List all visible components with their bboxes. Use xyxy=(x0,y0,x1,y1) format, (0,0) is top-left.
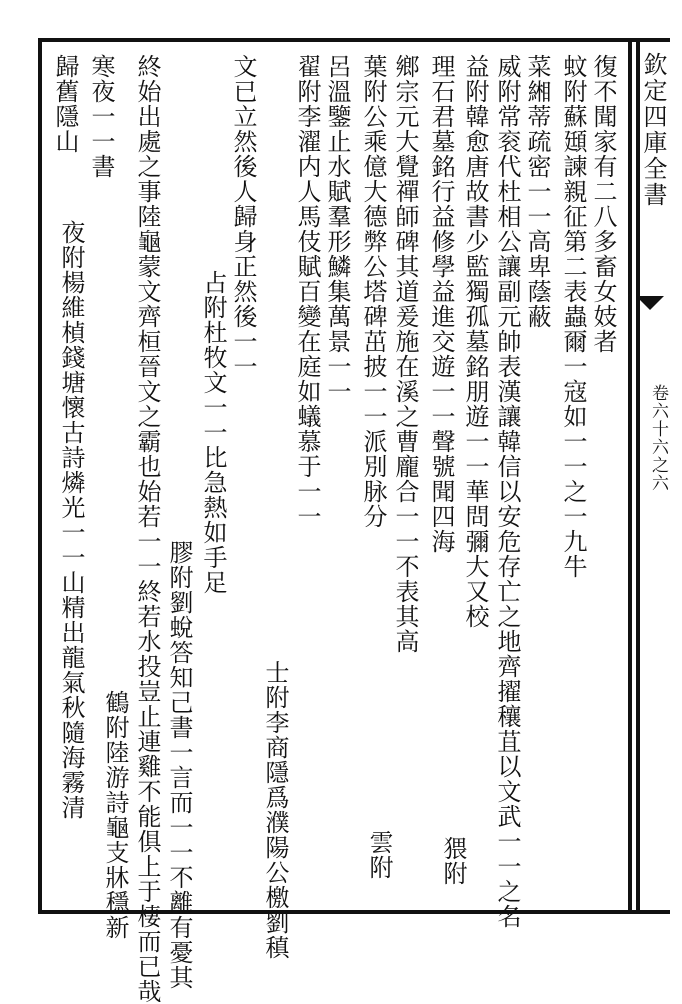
text-column-10: 呂溫鑒止水賦羣形鱗集萬景一一 xyxy=(323,54,351,404)
text-column-13: 雲附 xyxy=(365,830,393,880)
text-column-11: 翟附李濯内人馬伎賦百變在庭如蟻慕于一一 xyxy=(293,54,321,529)
text-column-7: 鄉宗元大覺禪師碑其道爰施在溪之曹龐合一一不表其高 xyxy=(391,54,419,654)
text-column-17: 終始出處之事陸龜蒙文齊桓晉文之霸也始若一一終若水投豈止連雞不能俱上于棲而已哉 xyxy=(133,54,161,1004)
volume-number: 卷六十六之六 xyxy=(648,384,668,492)
text-column-14: 文已立然後人歸身正然後一一 xyxy=(229,54,257,379)
text-column-8: 葉附公乘億大德弊公塔碑茁披一一派別脉分 xyxy=(359,54,387,529)
text-column-20: 夜附楊維楨錢塘懷古詩燐光一一山精出龍氣秋隨海霧清 xyxy=(57,220,85,820)
text-column-5: 益附韓愈唐故書少監獨孤墓銘朋遊一一華問彌大又校 xyxy=(461,54,489,629)
text-column-4: 威附常衮代杜相公讓副元帥表漢讓韓信以安危存亡之地齊擢穰苴以文武一一之名 xyxy=(493,54,521,929)
text-column-1: 復不聞家有二八多畜女妓者 xyxy=(589,54,617,354)
book-title: 欽定四庫全書 xyxy=(639,52,667,208)
text-column-3: 菜緗蒂疏密一一高卑蔭蔽 xyxy=(523,54,551,329)
margin-rule-bottom xyxy=(628,300,632,914)
text-column-19: 寒夜一一書 xyxy=(87,54,115,179)
text-column-9: 猥附 xyxy=(439,836,467,886)
text-column-18: 鶴附陸游詩龜支牀穩新 xyxy=(101,690,129,940)
text-column-12: 士附李商隱爲濮陽公檄劉稹 xyxy=(261,660,289,960)
margin-rule-top xyxy=(628,38,632,300)
fish-tail-mark-top xyxy=(636,296,664,310)
text-column-6: 理石君墓銘行益修學益進交遊一一聲號聞四海 xyxy=(427,54,455,554)
text-column-15: 占附杜牧文一一比急熱如手足 xyxy=(199,270,227,595)
text-column-21: 歸舊隱山 xyxy=(51,54,79,154)
text-column-2: 蚊附蘇頲諫親征第二表蟲爾一寇如一一之一九牛 xyxy=(559,54,587,579)
text-column-16: 膠附劉蛻答知己書一言而一一不離有憂其 xyxy=(165,540,193,990)
